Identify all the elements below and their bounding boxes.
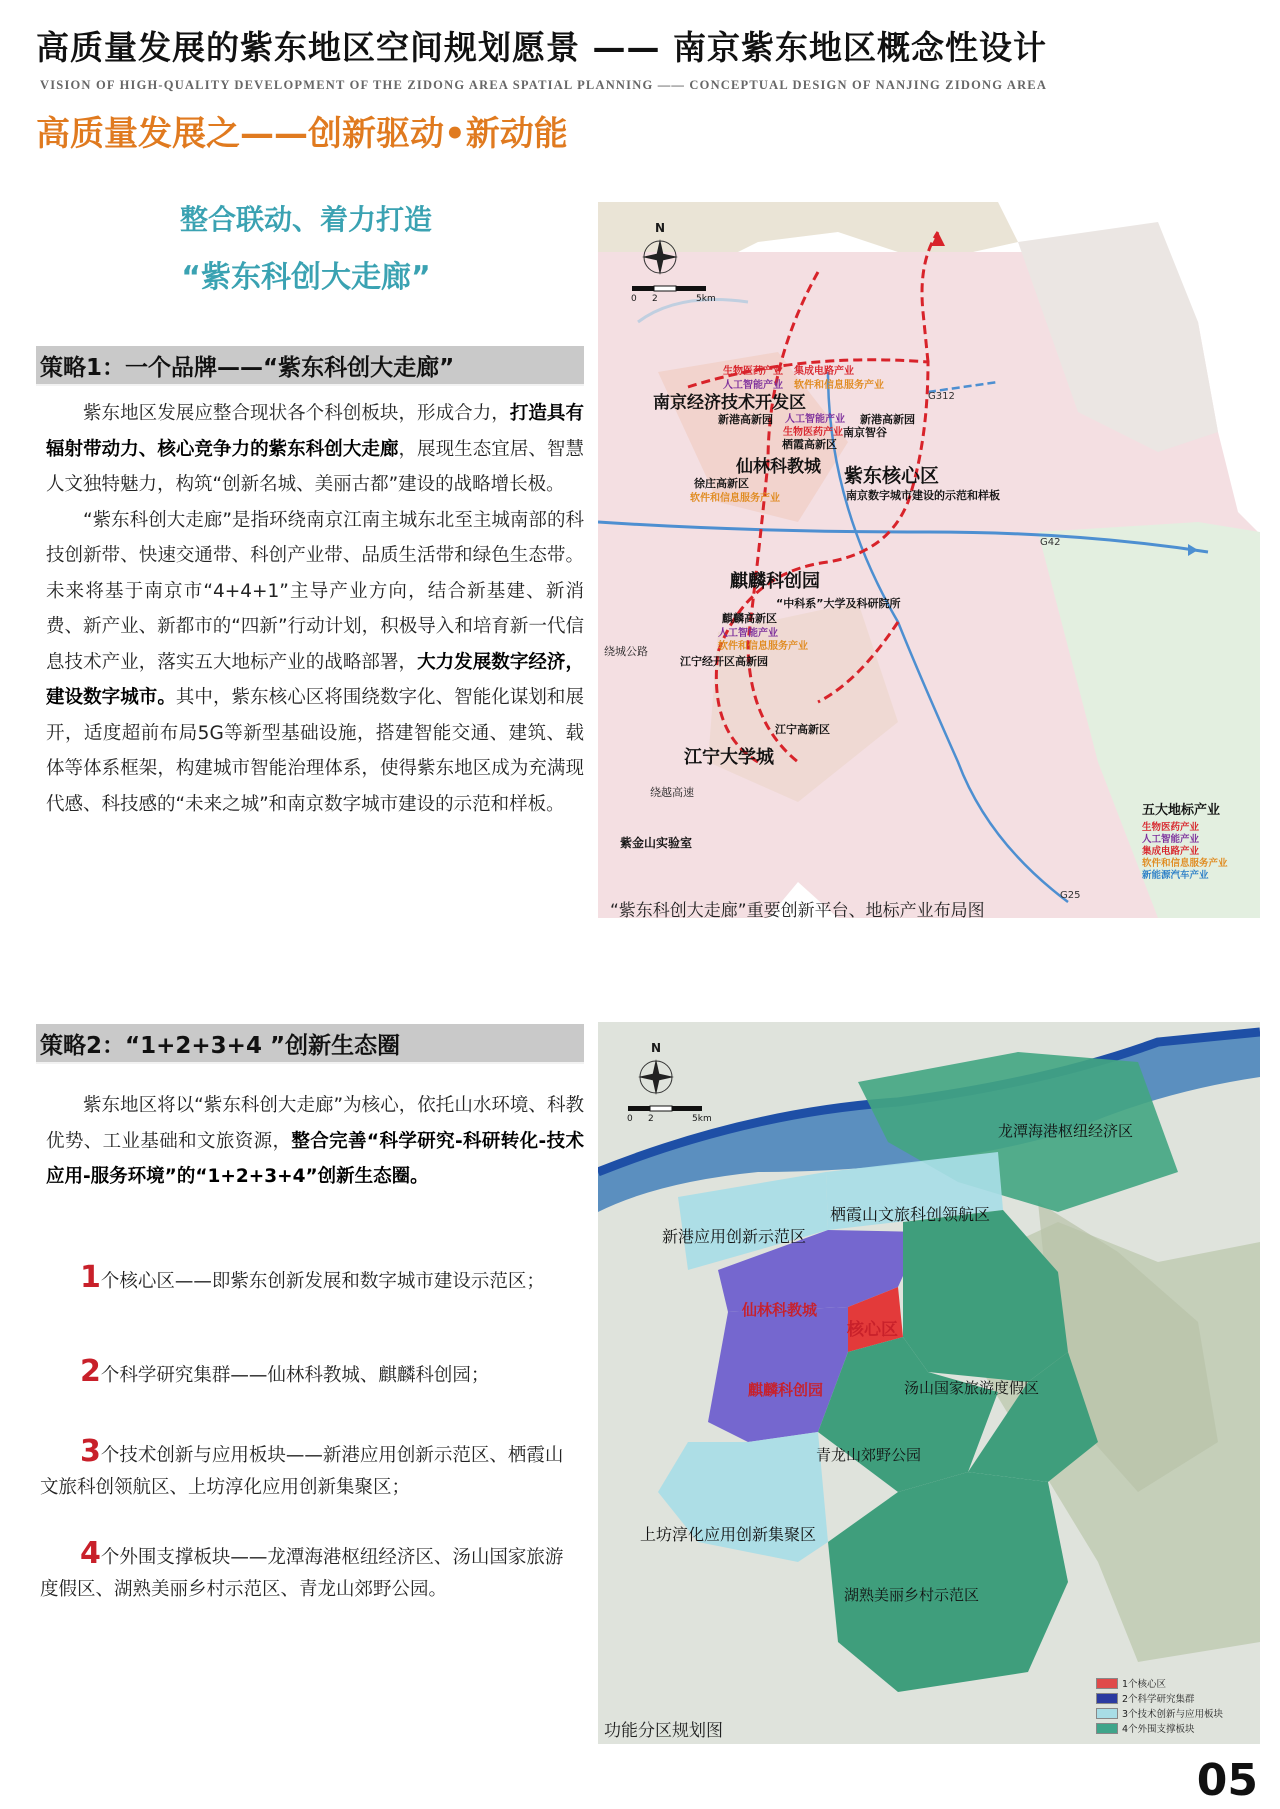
strategy-2-heading-bar xyxy=(36,1024,584,1064)
map-1-xingang: 新港高新园 xyxy=(718,413,773,426)
map-1-caption: “紫东科创大走廊”重要创新平台、地标产业布局图 xyxy=(610,901,985,918)
map-1-zidong-core-sub: 南京数字城市建设的示范和样板 xyxy=(846,489,1000,502)
map-1-legend-item-1: 生物医药产业 xyxy=(1142,822,1200,833)
map-1-g25: G25 xyxy=(1060,890,1081,901)
map-2-legend-item-2: 2个科学研究集群 xyxy=(1122,1694,1195,1705)
item-number: 1 xyxy=(80,1260,101,1295)
map-1-zhongkexi: “中科系”大学及科研院所 xyxy=(776,597,901,610)
item-number: 3 xyxy=(80,1434,101,1469)
strategy-1-heading: 策略1：一个品牌——“紫东科创大走廊” xyxy=(40,355,455,381)
map-2-shangfang: 上坊淳化应用创新集聚区 xyxy=(640,1525,817,1544)
function-zoning-map xyxy=(598,1022,1260,1744)
map-1-scale-5km: 5km xyxy=(696,294,716,304)
map-1-zijinshan: 紫金山实验室 xyxy=(620,836,693,850)
map-1-xianlin: 仙林科教城 xyxy=(736,457,821,477)
map-1-ind-ai-2: 人工智能产业 xyxy=(785,414,845,425)
map-2-scale-2: 2 xyxy=(648,1114,654,1124)
map-2-qinglong: 青龙山郊野公园 xyxy=(816,1446,922,1464)
intro-line-2: “紫东科创大走廊” xyxy=(181,260,431,295)
legend-swatch xyxy=(1096,1678,1118,1689)
map-1-zidong-core: 紫东核心区 xyxy=(844,465,940,487)
map-1-qixia: 栖霞高新区 xyxy=(782,438,837,451)
strategy-2-paragraph-1 xyxy=(46,1088,584,1195)
item-number: 2 xyxy=(80,1354,101,1389)
strategy-2-heading: 策略2：“1+2+3+4 ”创新生态圈 xyxy=(40,1033,401,1059)
strategy-1-paragraph-1 xyxy=(46,396,584,503)
map-2-qixiashan: 栖霞山文旅科创领航区 xyxy=(830,1205,991,1224)
ecosystem-item-2 xyxy=(40,1356,580,1392)
text-run: “紫东科创大走廊”是指环绕南京江南主城东北至主城南部的科技创新带、快速交通带、科创产业带、品质生活带和绿色生态带。未来将基于南京市“4+4+1”主导产业方向，结合新基建、新消费、新产业、新都市的“四新”行动计划，积极导入和培育新一代信息技术产业，落实五大地标产业的战略部署， xyxy=(46,509,584,673)
ecosystem-item-1 xyxy=(40,1262,580,1298)
map-1-legend-item-4: 软件和信息服务产业 xyxy=(1142,858,1228,869)
map-2-hushu: 湖熟美丽乡村示范区 xyxy=(844,1586,980,1604)
map-1-scale-2: 2 xyxy=(652,294,658,304)
map-2-qilin: 麒麟科创园 xyxy=(748,1381,824,1399)
strategy-1-paragraph-2 xyxy=(46,503,584,823)
map-2-legend-item-1: 1个核心区 xyxy=(1122,1679,1167,1690)
page-subtitle-en: VISION OF HIGH-QUALITY DEVELOPMENT OF THE ZIDONG AREA SPATIAL PLANNING —— CONCEPTUAL DESIGN OF NANJING ZIDONG AREA xyxy=(40,78,1048,92)
item-text: 个外围支撑板块——龙潭海港枢纽经济区、汤山国家旅游度假区、湖熟美丽乡村示范区、青龙山郊野公园。 xyxy=(40,1547,564,1600)
bold-run: 大力发展数字经济，建设数字城市。 xyxy=(46,651,584,708)
map-1-ind-bio: 生物医药产业 xyxy=(723,366,783,377)
text-run: 其中，紫东核心区将围绕数字化、智能化谋划和展开，适度超前布局5G等新型基础设施，搭建智能交通、建筑、载体等体系框架，构建城市智能治理体系，使得紫东地区成为充满现代感、科技感的“未来之城”和南京数字城市建设的示范和样板。 xyxy=(46,687,584,815)
text-run: 紫东地区发展应整合现状各个科创板块，形成合力， xyxy=(83,403,510,424)
map-1-scale-0: 0 xyxy=(631,294,637,304)
map-2-legend-item-4: 4个外围支撑板块 xyxy=(1122,1724,1195,1735)
map-1-ind-ic: 集成电路产业 xyxy=(794,366,854,377)
map-2-legend xyxy=(1096,1676,1246,1740)
item-text: 个核心区——即紫东创新发展和数字城市建设示范区； xyxy=(100,1271,545,1292)
map-1-jiangning-dev: 江宁经开区高新园 xyxy=(680,655,768,668)
map-1-ind-ai-3: 人工智能产业 xyxy=(718,628,778,639)
text-run: 紫东地区将以“紫东科创大走廊”为核心，依托山水环境、科教优势、工业基础和文旅资源， xyxy=(46,1095,584,1152)
map-1-legend-item-5: 新能源汽车产业 xyxy=(1142,870,1209,881)
map-1-xingang-2: 新港高新园 xyxy=(860,413,915,426)
map-1-ind-soft-2: 软件和信息服务产业 xyxy=(690,493,780,504)
bold-run: 整合完善“科学研究-科研转化-技术应用-服务环境”的“1+2+3+4”创新生态圈。 xyxy=(46,1130,584,1187)
ecosystem-item-3 xyxy=(40,1436,580,1504)
item-number: 4 xyxy=(80,1536,101,1571)
ecosystem-item-4 xyxy=(40,1538,580,1606)
map-1-nanjing-zhigu: 南京智谷 xyxy=(843,426,887,439)
map-2-scale-5km: 5km xyxy=(692,1114,712,1124)
map-1-legend xyxy=(1142,799,1272,879)
page-number: 05 xyxy=(1196,1755,1258,1806)
legend-swatch xyxy=(1096,1693,1118,1704)
map-1-g312: G312 xyxy=(928,391,955,402)
legend-swatch xyxy=(1096,1723,1118,1734)
map-1-nanjing-dev-zone: 南京经济技术开发区 xyxy=(653,393,806,413)
legend-swatch xyxy=(1096,1708,1118,1719)
map-2-legend-item-3: 3个技术创新与应用板块 xyxy=(1122,1709,1224,1720)
map-1-legend-item-3: 集成电路产业 xyxy=(1142,846,1200,857)
map-2-longtan: 龙潭海港枢纽经济区 xyxy=(998,1122,1134,1140)
intro-line-1: 整合联动、着力打造 xyxy=(179,203,432,236)
item-text: 个技术创新与应用板块——新港应用创新示范区、栖霞山文旅科创领航区、上坊淳化应用创新集聚区； xyxy=(40,1445,564,1498)
map-1-ind-ai: 人工智能产业 xyxy=(723,380,783,391)
map-1-legend-title: 五大地标产业 xyxy=(1142,803,1221,818)
map-1-ind-bio-2: 生物医药产业 xyxy=(783,427,843,438)
map-1-qilin-high: 麒麟高新区 xyxy=(722,612,777,625)
map-1-compass-label: N xyxy=(655,221,666,235)
section-title: 高质量发展之——创新驱动•新动能 xyxy=(36,114,568,154)
map-1-raocheng: 绕城公路 xyxy=(604,645,648,658)
page-title: 高质量发展的紫东地区空间规划愿景 —— 南京紫东地区概念性设计 xyxy=(36,28,1047,67)
map-1-ind-soft-3: 软件和信息服务产业 xyxy=(718,641,808,652)
map-2-core: 核心区 xyxy=(847,1320,898,1340)
text-run: ，展现生态宜居、智慧人文独特魅力，构筑“创新名城、美丽古都”建设的战略增长极。 xyxy=(46,438,584,495)
strategy-2-body xyxy=(46,1088,584,1195)
strategy-1-heading-bar xyxy=(36,346,584,386)
map-2-scale-0: 0 xyxy=(627,1114,633,1124)
map-2-compass-label: N xyxy=(651,1041,662,1055)
map-2-caption: 功能分区规划图 xyxy=(604,1721,723,1741)
map-2-xianlin: 仙林科教城 xyxy=(742,1301,818,1319)
map-1-g42: G42 xyxy=(1040,537,1061,548)
map-1-jiangning-uni: 江宁大学城 xyxy=(684,747,774,768)
map-2-tangshan: 汤山国家旅游度假区 xyxy=(904,1379,1040,1397)
map-1-xuzhuang: 徐庄高新区 xyxy=(694,477,749,490)
bold-run: 打造具有辐射带动力、核心竞争力的紫东科创大走廊 xyxy=(46,403,584,460)
map-1-qilin: 麒麟科创园 xyxy=(730,571,820,592)
item-text: 个科学研究集群——仙林科教城、麒麟科创园； xyxy=(100,1365,490,1386)
map-1-raoyue: 绕越高速 xyxy=(650,786,694,799)
strategy-1-body xyxy=(46,396,584,822)
map-1-legend-item-2: 人工智能产业 xyxy=(1142,834,1200,845)
map-1-jiangning-high: 江宁高新区 xyxy=(775,723,830,736)
map-2-xingang-app: 新港应用创新示范区 xyxy=(662,1227,807,1246)
map-1-ind-soft: 软件和信息服务产业 xyxy=(794,380,884,391)
